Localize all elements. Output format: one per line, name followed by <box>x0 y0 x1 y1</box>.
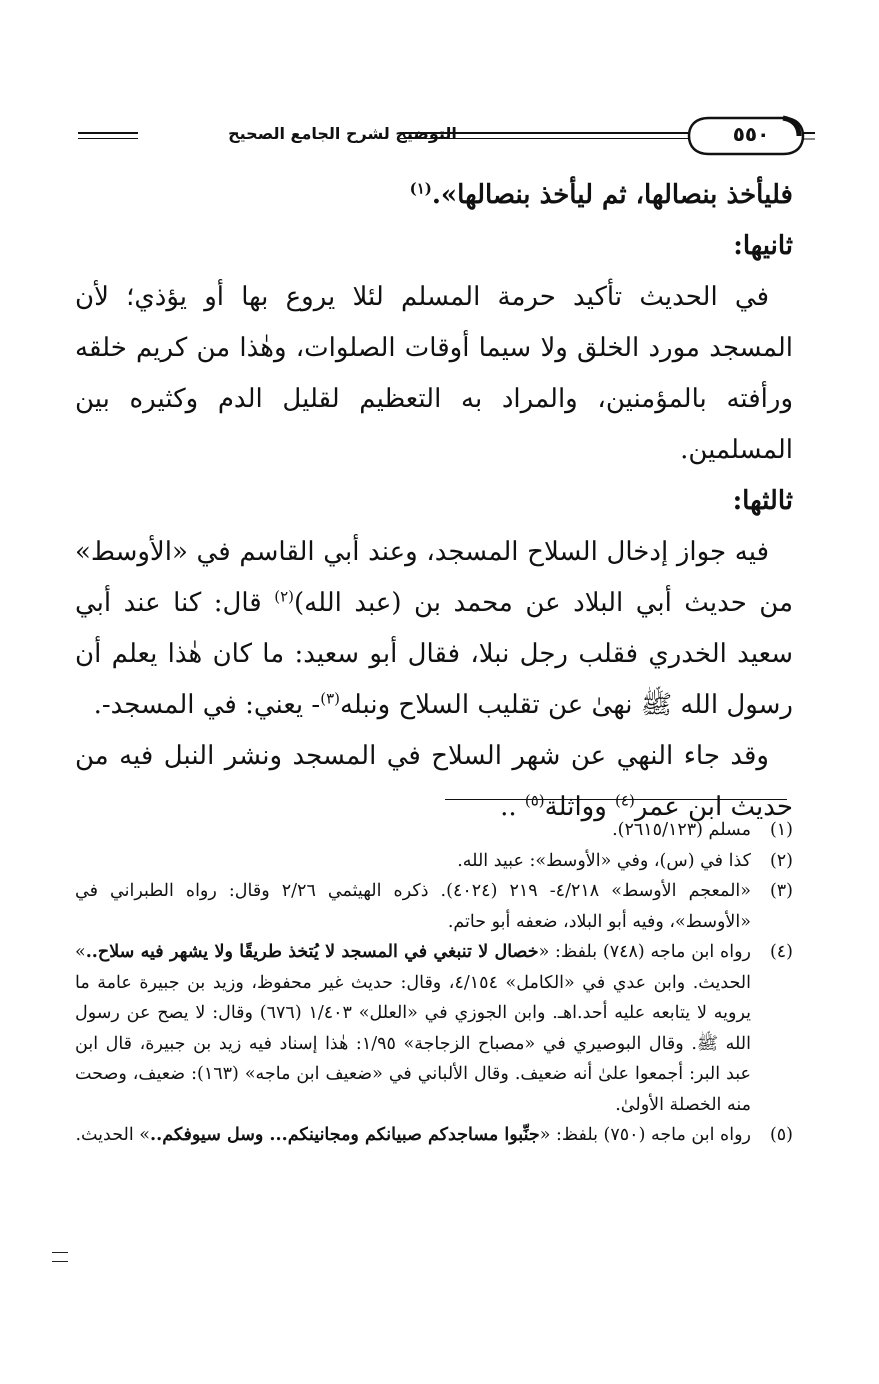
footnote-number: (٥) <box>769 1125 793 1145</box>
footnote-text: مسلم (٢٦١٥/١٢٣). <box>612 820 751 840</box>
footnote <box>75 876 793 937</box>
footnote-text-a: رواه ابن ماجه (٧٤٨) بلفظ: « <box>538 942 751 962</box>
footnote-ref-4[interactable]: (٤) <box>615 791 635 810</box>
footnote-ref-1[interactable]: (١) <box>409 179 432 198</box>
page-number: ٥٥٠ <box>732 122 770 146</box>
footnote-quote: جنِّبوا مساجدكم صبيانكم ومجانينكم... وسل سيوفكم.. <box>150 1125 540 1145</box>
heading-third: ثالثها: <box>732 486 793 516</box>
paragraph-1 <box>75 170 793 221</box>
footnote-text: كذا في (س)، وفي «الأوسط»: عبيد الله. <box>457 850 751 871</box>
paragraph-2: في الحديث تأكيد حرمة المسلم لئلا يروع بها أو يؤذي؛ لأن المسجد مورد الخلق ولا سيما أوقات الصلوات، وهٰذا من كريم خلقه ورأفته بالمؤمنين، والمراد به التعظيم لقليل الدم وكثيره بين المسلمين. <box>75 282 793 465</box>
footnote-number: (٣) <box>769 881 793 901</box>
paragraph-3-text-c: - يعني: في المسجد-. <box>93 690 321 720</box>
footnote-text: «المعجم الأوسط» ٤/٢١٨- ٢١٩ (٤٠٢٤). ذكره الهيثمي ٢/٢٦ وقال: رواه الطبراني في «الأوسط»، وفيه أبو البلاد، ضعفه أبو حاتم. <box>75 881 751 932</box>
paragraph-4-text-b: وواثلة <box>544 792 616 822</box>
page-number-frame <box>687 114 815 158</box>
running-header <box>70 110 800 162</box>
footnote <box>75 1120 793 1151</box>
heading-second: ثانيها: <box>733 231 793 261</box>
footnote-quote: خصال لا تنبغي في المسجد لا يُتخذ طريقًا ولا يشهر فيه سلاح.. <box>85 942 539 962</box>
footnote-number: (٢) <box>769 850 793 871</box>
footnote-number: (٤) <box>769 942 793 962</box>
footnote-text-a: رواه ابن ماجه (٧٥٠) بلفظ: « <box>539 1125 751 1145</box>
paragraph-3 <box>75 527 793 731</box>
footnote-ref-2[interactable]: (٢) <box>274 587 294 606</box>
main-text <box>75 170 793 833</box>
running-title: التوضيح لشرح الجامع الصحيح <box>228 124 457 143</box>
footnote-number: (١) <box>769 820 793 840</box>
footnote-ref-3[interactable]: (٣) <box>320 689 340 708</box>
footnote-ref-5[interactable]: (٥) <box>524 791 545 810</box>
footnote-text <box>75 1120 751 1151</box>
footnote <box>75 846 793 877</box>
paragraph-3-text-b: قال: كنا عند أبي سعيد الخدري فقلب رجل نبلا، فقال أبو سعيد: ما كان هٰذا يعلم أن رسول الله ﷺ نهىٰ عن تقليب السلاح ونبله <box>75 588 793 720</box>
continuation-mark <box>52 1252 68 1262</box>
paragraph-1-text: فليأخذ بنصالها، ثم ليأخذ بنصالها». <box>431 180 793 210</box>
footnote-text-b: » الحديث. وابن عدي في «الكامل» ٤/١٥٤، وقال: حديث غير محفوظ، وزيد بن جبيرة عامة ما يرويه لا يتابعه عليه أحد.اهـ. وابن الجوزي في «العلل» ١/٤٠٣ (٦٧٦) وقال: لا يصح عن رسول الله ﷺ. وقال البوصيري في «مصباح الزجاجة» ١/٩٥: هٰذا إسناد فيه زيد بن جبيرة، قال ابن عبد البر: أجمعوا علىٰ أنه ضعيف. وقال الألباني في «ضعيف ابن ماجه» (١٦٣): ضعيف، وصحت منه الخصلة الأولىٰ. <box>75 942 752 1115</box>
paragraph-4-text-c: .. <box>500 792 525 822</box>
footnote <box>75 815 793 846</box>
header-rule-left <box>78 132 138 134</box>
paragraph-4-text-a: وقد جاء النهي عن شهر السلاح في المسجد ونشر النبل فيه من حديث ابن عمر <box>75 741 793 822</box>
header-rule-middle-thin <box>400 138 688 139</box>
header-rule-left-thin <box>78 138 138 139</box>
paragraph-3-text-a: فيه جواز إدخال السلاح المسجد، وعند أبي القاسم في «الأوسط» من حديث أبي البلاد عن محمد بن (عبد الله) <box>75 537 793 618</box>
footnote <box>75 937 793 1120</box>
footnote-text-b: » الحديث. <box>75 1125 151 1145</box>
footnotes <box>75 815 793 1151</box>
footnote-text <box>75 937 751 1120</box>
header-rule-middle <box>400 132 688 134</box>
footnote-separator <box>445 799 787 800</box>
